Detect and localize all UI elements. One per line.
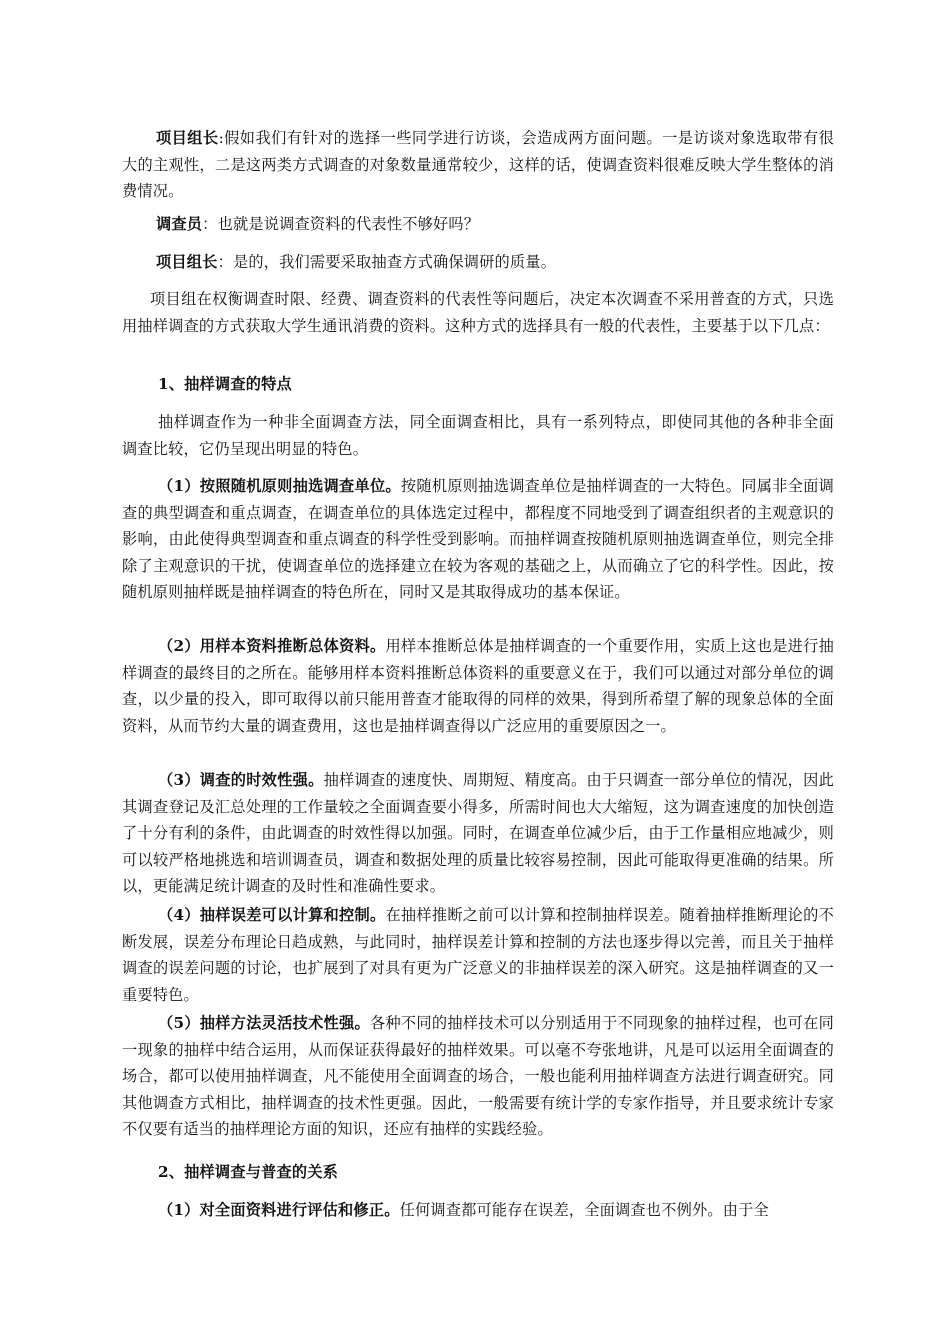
feature-lead: （3）调查的时效性强。 (158, 771, 324, 789)
feature-text: 用样本推断总体是抽样调查的一个重要作用，实质上这也是进行抽样调查的最终目的之所在。能够用样本资料推断总体资料的重要意义在于，我们可以通过对部分单位的调查，以少量的投入，即可取得以前只能用普查才能取得的同样的效果，得到所希望了解的现象总体的全面资料，从而节约大量的调查费用，这也是抽样调查得以广泛应用的重要原因之一。 (122, 637, 834, 735)
intro-paragraph: 项目组在权衡调查时限、经费、调查资料的代表性等问题后，决定本次调查不采用普查的方式，只选用抽样调查的方式获取大学生通讯消费的资料。这种方式的选择具有一般的代表性，主要基于以下几点： (122, 290, 834, 335)
feature-paragraph (122, 473, 834, 606)
speaker-separator: ： (202, 215, 218, 233)
speaker-label: 项目组长 (156, 129, 219, 147)
feature-paragraph (122, 767, 834, 900)
speaker-separator: ： (217, 253, 233, 271)
dialogue-text: 也就是说调查资料的代表性不够好吗？ (217, 215, 480, 233)
dialogue-paragraph (122, 125, 834, 205)
feature-lead: （5）抽样方法灵活技术性强。 (158, 1014, 370, 1032)
feature-text: 抽样调查的速度快、周期短、精度高。由于只调查一部分单位的情况，因此其调查登记及汇总处理的工作量较之全面调查要小得多，所需时间也大大缩短，这为调查速度的加快创造了十分有利的条件，由此调查的时效性得以加强。同时，在调查单位减少后，由于工作量相应地减少，则可以较严格地挑选和培训调查员，调查和数据处理的质量比较容易控制，因此可能取得更准确的结果。所以，更能满足统计调查的及时性和准确性要求。 (122, 771, 834, 896)
speaker-label: 调查员 (156, 215, 203, 233)
feature-paragraph (122, 633, 834, 739)
feature-paragraph (122, 1010, 834, 1143)
speaker-label: 项目组长 (156, 253, 218, 271)
section-intro-paragraph: 抽样调查作为一种非全面调查方法，同全面调查相比，具有一系列特点，即使同其他的各种非全面调查比较，它仍呈现出明显的特色。 (122, 413, 834, 458)
feature-text: 按随机原则抽选调查单位是抽样调查的一大特色。同属非全面调查的典型调查和重点调查，在调查单位的具体选定过程中，都程度不同地受到了调查组织者的主观意识的影响，由此使得典型调查和重点调查的科学性受到影响。而抽样调查按随机原则抽选调查单位，则完全排除了主观意识的干扰，使调查单位的选择建立在较为客观的基础之上，从而确立了它的科学性。因此，按随机原则抽样既是抽样调查的特色所在，同时又是其取得成功的基本保证。 (122, 477, 834, 602)
feature-lead: （1）对全面资料进行评估和修正。 (158, 1201, 400, 1219)
dialogue-paragraph (122, 249, 834, 276)
feature-text: 任何调查都可能存在误差，全面调查也不例外。由于全 (399, 1201, 769, 1219)
feature-lead: （2）用样本资料推断总体资料。 (158, 637, 386, 655)
section-heading: 1、抽样调查的特点 (158, 375, 292, 393)
feature-lead: （4）抽样误差可以计算和控制。 (158, 906, 386, 924)
feature-lead: （1）按照随机原则抽选调查单位。 (158, 477, 401, 495)
feature-paragraph (122, 902, 834, 1008)
feature-paragraph (122, 1197, 834, 1224)
dialogue-paragraph (122, 211, 834, 238)
feature-text: 各种不同的抽样技术可以分别适用于不同现象的抽样过程，也可在同一现象的抽样中结合运用，从而保证获得最好的抽样效果。可以毫不夸张地讲，凡是可以运用全面调查的场合，都可以使用抽样调查，凡不能使用全面调查的场合，一般也能利用抽样调查方法进行调查研究。同其他调查方式相比，抽样调查的技术性更强。因此，一般需要有统计学的专家作指导，并且要求统计专家不仅要有适当的抽样理论方面的知识，还应有抽样的实践经验。 (122, 1014, 834, 1139)
section-heading: 2、抽样调查与普查的关系 (158, 1163, 339, 1181)
feature-text: 在抽样推断之前可以计算和控制抽样误差。随着抽样推断理论的不断发展，误差分布理论日趋成熟，与此同时，抽样误差计算和控制的方法也逐步得以完善，而且关于抽样调查的误差问题的讨论，也扩展到了对具有更为广泛意义的非抽样误差的深入研究。这是抽样调查的又一重要特色。 (122, 906, 834, 1004)
dialogue-text: 假如我们有针对的选择一些同学进行访谈，会造成两方面问题。一是访谈对象选取带有很大的主观性，二是这两类方式调查的对象数量通常较少，这样的话，使调查资料很难反映大学生整体的消费情况。 (122, 129, 834, 201)
speaker-separator: : (218, 129, 224, 147)
dialogue-text: 是的，我们需要采取抽查方式确保调研的质量。 (232, 253, 557, 271)
